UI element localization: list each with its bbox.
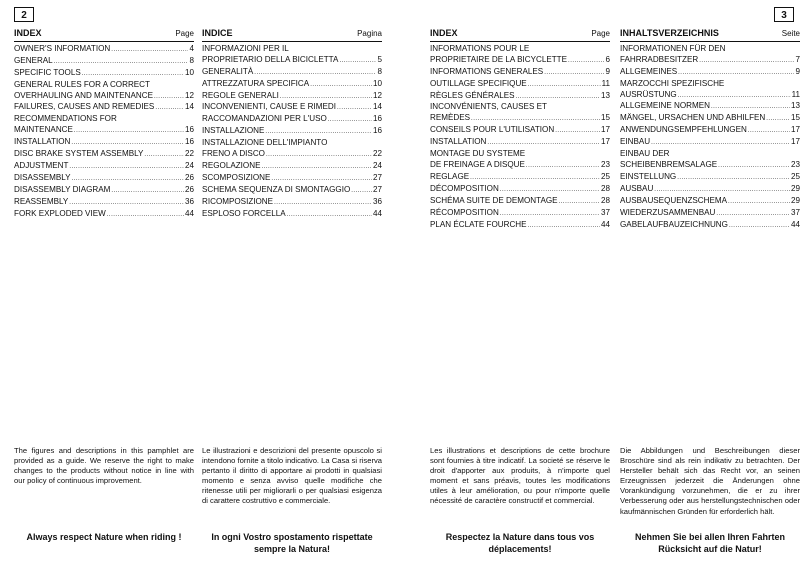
slogan-german: Nehmen Sie bei allen Ihren Fahrten Rücksicht auf die Natur! xyxy=(634,532,786,554)
toc-entry xyxy=(202,173,382,185)
toc-entry-title: FRENO A DISCO xyxy=(202,149,265,159)
toc-leader-dots xyxy=(471,113,600,125)
toc-entry-title: GENERAL xyxy=(14,55,53,65)
toc-leader-dots xyxy=(654,184,790,196)
toc-entry-title: MÄNGEL, URSACHEN UND ABHILFEN xyxy=(620,113,766,123)
page-column-label: Page xyxy=(175,29,194,38)
toc-leader-dots xyxy=(487,137,600,149)
toc-entry-title: ANWENDUNGSEMPFEHLUNGEN xyxy=(620,125,747,135)
toc-entry-title: EINSTELLUNG xyxy=(620,171,677,181)
toc-entry-page: 9 xyxy=(795,66,800,76)
toc-entry-title: SCHÉMA SUITE DE DEMONTAGE xyxy=(430,195,558,205)
toc-entry xyxy=(202,44,382,55)
toc-entry-page: 16 xyxy=(184,125,194,135)
toc-leader-dots xyxy=(254,67,376,79)
toc-entry xyxy=(620,101,800,113)
toc-entry xyxy=(202,161,382,173)
toc-entry-title: EINBAU xyxy=(620,137,651,147)
toc-entry-page: 8 xyxy=(377,66,382,76)
toc-entry-title: DISC BRAKE SYSTEM ASSEMBLY xyxy=(14,149,144,159)
toc-entry xyxy=(202,55,382,67)
toc-entry xyxy=(14,149,194,161)
page-column-label: Page xyxy=(591,29,610,38)
disclaimer-german: Die Abbildungen und Beschreibungen dieser Broschüre sind als rein indikativ zu betrachten. Der Hersteller behält sich das Recht vor, an seinen Erzeugnissen jederzeit die Änderungen ohne Vorankündigung vorzunehmen, die er zu ihrer Verbesserung oder aus herstellungstechnischen oder kaufmännischen Gründen für erforderlich hält. xyxy=(620,446,800,516)
page-number-right: 3 xyxy=(774,7,794,22)
toc-entry-page: 4 xyxy=(189,43,194,53)
toc-entry xyxy=(202,67,382,79)
toc-entry-page: 17 xyxy=(790,125,800,135)
toc-entry-title: ESPLOSO FORCELLA xyxy=(202,208,286,218)
toc-entry xyxy=(202,126,382,138)
toc-list xyxy=(202,44,382,221)
toc-leader-dots xyxy=(544,67,604,79)
toc-leader-dots xyxy=(265,126,372,138)
index-header xyxy=(620,28,800,42)
toc-entry-title: RICOMPOSIZIONE xyxy=(202,196,274,206)
toc-entry-page: 44 xyxy=(372,208,382,218)
toc-entry xyxy=(202,79,382,91)
toc-entry-page: 28 xyxy=(600,195,610,205)
toc-leader-dots xyxy=(500,184,600,196)
toc-entry xyxy=(430,44,610,55)
toc-entry xyxy=(620,196,800,208)
toc-leader-dots xyxy=(470,172,600,184)
toc-leader-dots xyxy=(72,173,184,185)
toc-entry-title: REGOLAZIONE xyxy=(202,160,261,170)
toc-entry-title: OUTILLAGE SPECIFIQUE xyxy=(430,78,527,88)
toc-entry-page: 13 xyxy=(790,101,800,111)
toc-entry xyxy=(430,149,610,160)
toc-leader-dots xyxy=(718,160,790,172)
disclaimer-english: The figures and descriptions in this pamphlet are provided as a guide. We reserve the right to make changes to the products without notice in line with our policy of continuous improvement. xyxy=(14,446,194,486)
toc-entry-title: EINBAU DER xyxy=(620,149,670,159)
toc-entry-title: CONSEILS POUR L'UTILISATION xyxy=(430,125,555,135)
toc-leader-dots xyxy=(82,68,184,80)
toc-entry-page: 23 xyxy=(790,159,800,169)
toc-entry-title: INCONVENIENTI, CAUSE E RIMEDI xyxy=(202,102,337,112)
toc-entry-page: 44 xyxy=(790,219,800,229)
toc-entry xyxy=(430,102,610,113)
toc-entry xyxy=(14,80,194,91)
slogan-english: Always respect Nature when riding ! xyxy=(26,532,182,542)
toc-entry-title: DÉCOMPOSITION xyxy=(430,183,499,193)
toc-entry-page: 27 xyxy=(372,184,382,194)
index-column-italian xyxy=(202,28,382,221)
index-header xyxy=(14,28,194,42)
toc-entry-title: GENERAL RULES FOR A CORRECT xyxy=(14,79,150,89)
toc-entry-title: INFORMATIONS GENERALES xyxy=(430,66,544,76)
toc-entry-title: SPECIFIC TOOLS xyxy=(14,67,81,77)
toc-entry xyxy=(430,137,610,149)
toc-leader-dots xyxy=(677,172,790,184)
toc-entry xyxy=(620,137,800,149)
toc-leader-dots xyxy=(728,196,790,208)
toc-leader-dots xyxy=(526,160,600,172)
toc-entry xyxy=(620,79,800,90)
toc-leader-dots xyxy=(144,149,184,161)
toc-entry-title: PROPRIETAIRE DE LA BICYCLETTE xyxy=(430,54,568,64)
toc-leader-dots xyxy=(328,114,372,126)
toc-leader-dots xyxy=(287,209,372,221)
toc-entry xyxy=(202,114,382,126)
toc-entry xyxy=(620,125,800,137)
toc-entry-title: ALLGEMEINE NORMEN xyxy=(620,101,710,111)
toc-entry-page: 10 xyxy=(184,67,194,77)
toc-entry-title: SCHEIBENBREMSALAGE xyxy=(620,159,718,169)
toc-entry-page: 6 xyxy=(605,54,610,64)
toc-entry xyxy=(620,44,800,55)
toc-entry xyxy=(202,197,382,209)
toc-entry xyxy=(430,91,610,103)
toc-entry-page: 15 xyxy=(790,113,800,123)
toc-entry-title: OWNER'S INFORMATION xyxy=(14,43,111,53)
page-column-label: Seite xyxy=(781,29,800,38)
toc-entry-title: RACCOMANDAZIONI PER L'USO xyxy=(202,114,327,124)
toc-entry-page: 44 xyxy=(600,219,610,229)
toc-entry xyxy=(430,67,610,79)
toc-entry xyxy=(202,91,382,103)
toc-leader-dots xyxy=(280,91,372,103)
toc-leader-dots xyxy=(716,208,790,220)
toc-entry-page: 8 xyxy=(189,55,194,65)
toc-entry-page: 37 xyxy=(790,207,800,217)
toc-entry-title: GABELAUFBAUZEICHNUNG xyxy=(620,219,728,229)
toc-entry-page: 27 xyxy=(372,172,382,182)
toc-entry-page: 16 xyxy=(372,126,382,136)
toc-leader-dots xyxy=(111,44,188,56)
toc-entry-title: MARZOCCHI SPEZIFISCHE xyxy=(620,78,725,88)
toc-entry-page: 11 xyxy=(791,89,800,99)
disclaimer-french: Les illustrations et descriptions de cette brochure sont fournies à titre indicatif. La societé se réserve le droit d'apporter aux produits, à n'importe quel moment et sans préavis, toutes les modifications utiles à leur amélioration, ou pour n'importe quelle nécessité de caractère constructif et commercial. xyxy=(430,446,610,506)
toc-entry xyxy=(620,208,800,220)
toc-entry-page: 29 xyxy=(790,195,800,205)
toc-list xyxy=(14,44,194,221)
toc-entry-title: AUSBAUSEQUENZSCHEMA xyxy=(620,195,728,205)
toc-leader-dots xyxy=(74,125,184,137)
slogan-french: Respectez la Nature dans tous vos déplacements! xyxy=(445,532,595,554)
toc-entry-title: RÉCOMPOSITION xyxy=(430,207,499,217)
toc-entry-title: REASSEMBLY xyxy=(14,196,69,206)
toc-entry-page: 16 xyxy=(184,137,194,147)
toc-entry-page: 15 xyxy=(600,113,610,123)
toc-leader-dots xyxy=(678,90,791,102)
disclaimer-italian: Le illustrazioni e descrizioni del presente opuscolo si intendono fornite a titolo indicativo. La Casa si riserva pertanto il diritto di apportare ai prodotti in qualsiasi momento e senza avviso quelle modifiche che ritenesse utili per migliorarli o per qualsiasi esigenza di carattere costruttivo e commerciale. xyxy=(202,446,382,506)
toc-entry-title: ALLGEMEINES xyxy=(620,66,678,76)
toc-entry xyxy=(430,196,610,208)
toc-entry-page: 12 xyxy=(184,90,194,100)
toc-leader-dots xyxy=(351,185,372,197)
toc-entry-title: FAILURES, CAUSES AND REMEDIES xyxy=(14,102,155,112)
index-column-english xyxy=(14,28,194,221)
toc-entry xyxy=(620,160,800,172)
toc-entry-page: 26 xyxy=(184,184,194,194)
toc-leader-dots xyxy=(107,209,184,221)
toc-entry-title: FAHRRADBESITZER xyxy=(620,54,699,64)
toc-entry-page: 29 xyxy=(790,183,800,193)
toc-entry-title: MAINTENANCE xyxy=(14,125,73,135)
toc-leader-dots xyxy=(500,208,600,220)
toc-entry xyxy=(202,102,382,114)
toc-entry xyxy=(430,184,610,196)
toc-entry-title: PLAN ÉCLATE FOURCHE xyxy=(430,219,527,229)
toc-entry xyxy=(202,185,382,197)
toc-entry-title: FORK EXPLODED VIEW xyxy=(14,208,106,218)
toc-entry-page: 22 xyxy=(372,149,382,159)
toc-leader-dots xyxy=(678,67,794,79)
toc-leader-dots xyxy=(555,125,600,137)
toc-entry xyxy=(620,172,800,184)
index-title: INHALTSVERZEICHNIS xyxy=(620,28,719,38)
toc-entry xyxy=(14,68,194,80)
toc-entry xyxy=(14,209,194,221)
toc-entry xyxy=(620,184,800,196)
toc-entry-page: 17 xyxy=(790,137,800,147)
toc-entry xyxy=(430,220,610,232)
toc-entry-title: SCHEMA SEQUENZA DI SMONTAGGIO xyxy=(202,184,351,194)
toc-entry xyxy=(430,79,610,91)
toc-entry-page: 26 xyxy=(184,172,194,182)
toc-entry-page: 13 xyxy=(600,90,610,100)
toc-leader-dots xyxy=(748,125,790,137)
toc-leader-dots xyxy=(699,55,794,67)
toc-leader-dots xyxy=(310,79,372,91)
toc-entry xyxy=(620,113,800,125)
toc-entry-title: MONTAGE DU SYSTEME xyxy=(430,149,526,159)
toc-leader-dots xyxy=(266,149,372,161)
toc-entry xyxy=(430,208,610,220)
toc-entry-page: 22 xyxy=(184,149,194,159)
toc-entry-page: 25 xyxy=(790,171,800,181)
toc-leader-dots xyxy=(261,161,372,173)
toc-entry-page: 17 xyxy=(600,137,610,147)
toc-entry-title: DISASSEMBLY xyxy=(14,172,71,182)
toc-entry-title: INSTALLATION xyxy=(14,137,71,147)
toc-entry xyxy=(620,67,800,79)
toc-entry-page: 12 xyxy=(372,90,382,100)
slogan-italian: In ogni Vostro spostamento rispettate sempre la Natura! xyxy=(211,532,373,554)
toc-entry xyxy=(14,125,194,137)
toc-entry-title: INSTALLATION xyxy=(430,137,487,147)
toc-entry-title: REGLAGE xyxy=(430,171,470,181)
toc-entry-title: OVERHAULING AND MAINTENANCE xyxy=(14,90,153,100)
toc-entry xyxy=(430,125,610,137)
toc-entry xyxy=(14,91,194,103)
toc-list xyxy=(620,44,800,232)
toc-entry-page: 24 xyxy=(184,160,194,170)
toc-entry xyxy=(620,55,800,67)
toc-leader-dots xyxy=(271,173,372,185)
toc-entry-title: WIEDERZUSAMMENBAU xyxy=(620,207,716,217)
toc-entry-page: 10 xyxy=(372,78,382,88)
toc-leader-dots xyxy=(516,91,600,103)
toc-entry-page: 24 xyxy=(372,160,382,170)
toc-entry-title: INCONVÉNIENTS, CAUSES ET xyxy=(430,102,547,112)
toc-entry xyxy=(14,44,194,56)
toc-entry xyxy=(620,220,800,232)
toc-entry-page: 9 xyxy=(605,66,610,76)
toc-entry xyxy=(14,56,194,68)
toc-entry-page: 14 xyxy=(372,102,382,112)
toc-leader-dots xyxy=(651,137,790,149)
toc-entry-title: INFORMATIONEN FÜR DEN xyxy=(620,43,726,53)
toc-entry-title: INSTALLAZIONE xyxy=(202,126,265,136)
toc-leader-dots xyxy=(69,197,184,209)
toc-entry xyxy=(14,173,194,185)
toc-leader-dots xyxy=(528,79,601,91)
toc-leader-dots xyxy=(69,161,184,173)
toc-leader-dots xyxy=(274,197,372,209)
toc-entry-title: RÈGLES GÉNÉRALES xyxy=(430,90,515,100)
toc-entry-title: DISASSEMBLY DIAGRAM xyxy=(14,184,111,194)
toc-entry xyxy=(430,160,610,172)
toc-entry xyxy=(430,55,610,67)
toc-entry-title: ADJUSTMENT xyxy=(14,160,69,170)
toc-entry xyxy=(14,185,194,197)
toc-entry xyxy=(14,137,194,149)
toc-entry-title: AUSRÜSTUNG xyxy=(620,89,677,99)
toc-leader-dots xyxy=(729,220,790,232)
toc-entry-title: ATTREZZATURA SPECIFICA xyxy=(202,78,310,88)
toc-entry-title: AUSBAU xyxy=(620,183,654,193)
toc-leader-dots xyxy=(155,102,184,114)
toc-leader-dots xyxy=(111,185,184,197)
toc-entry-page: 28 xyxy=(600,183,610,193)
toc-leader-dots xyxy=(54,56,189,68)
toc-entry xyxy=(202,209,382,221)
toc-entry-page: 36 xyxy=(372,196,382,206)
toc-entry-page: 16 xyxy=(372,114,382,124)
toc-entry-title: INFORMAZIONI PER IL xyxy=(202,43,289,53)
toc-entry-page: 44 xyxy=(184,208,194,218)
toc-leader-dots xyxy=(339,55,376,67)
toc-entry-page: 37 xyxy=(600,207,610,217)
toc-entry-title: INSTALLAZIONE DELL'IMPIANTO xyxy=(202,138,328,148)
toc-entry xyxy=(14,161,194,173)
toc-entry-title: GENERALITÀ xyxy=(202,66,254,76)
page-number-left: 2 xyxy=(14,7,34,22)
toc-entry xyxy=(14,197,194,209)
toc-leader-dots xyxy=(711,101,790,113)
index-column-german xyxy=(620,28,800,231)
index-title: INDICE xyxy=(202,28,233,38)
toc-entry-page: 14 xyxy=(184,102,194,112)
toc-leader-dots xyxy=(559,196,600,208)
toc-entry-title: REMÈDES xyxy=(430,113,471,123)
toc-entry-title: REGOLE GENERALI xyxy=(202,90,279,100)
index-header xyxy=(202,28,382,42)
toc-entry-title: SCOMPOSIZIONE xyxy=(202,172,271,182)
toc-entry-page: 5 xyxy=(377,54,382,64)
toc-entry-title: PROPRIETARIO DELLA BICICLETTA xyxy=(202,54,339,64)
toc-list xyxy=(430,44,610,232)
toc-entry xyxy=(14,114,194,125)
toc-entry-title: RECOMMENDATIONS FOR xyxy=(14,114,117,124)
toc-entry xyxy=(620,149,800,160)
toc-entry-title: INFORMATIONS POUR LE xyxy=(430,43,530,53)
toc-entry xyxy=(202,149,382,161)
toc-leader-dots xyxy=(337,102,372,114)
toc-entry xyxy=(202,138,382,149)
toc-leader-dots xyxy=(568,55,604,67)
toc-entry-page: 23 xyxy=(600,159,610,169)
toc-entry-page: 25 xyxy=(600,171,610,181)
toc-entry-page: 17 xyxy=(600,125,610,135)
toc-entry xyxy=(430,172,610,184)
toc-entry-page: 7 xyxy=(795,54,800,64)
toc-leader-dots xyxy=(528,220,600,232)
toc-entry xyxy=(14,102,194,114)
index-title: INDEX xyxy=(14,28,42,38)
index-title: INDEX xyxy=(430,28,458,38)
toc-leader-dots xyxy=(154,91,184,103)
index-header xyxy=(430,28,610,42)
toc-entry xyxy=(430,113,610,125)
toc-entry xyxy=(620,90,800,102)
page-column-label: Pagina xyxy=(357,29,382,38)
toc-entry-page: 36 xyxy=(184,196,194,206)
toc-entry-page: 11 xyxy=(601,78,610,88)
toc-entry-title: DE FREINAGE A DISQUE xyxy=(430,159,525,169)
index-column-french xyxy=(430,28,610,231)
toc-leader-dots xyxy=(71,137,184,149)
toc-leader-dots xyxy=(766,113,790,125)
